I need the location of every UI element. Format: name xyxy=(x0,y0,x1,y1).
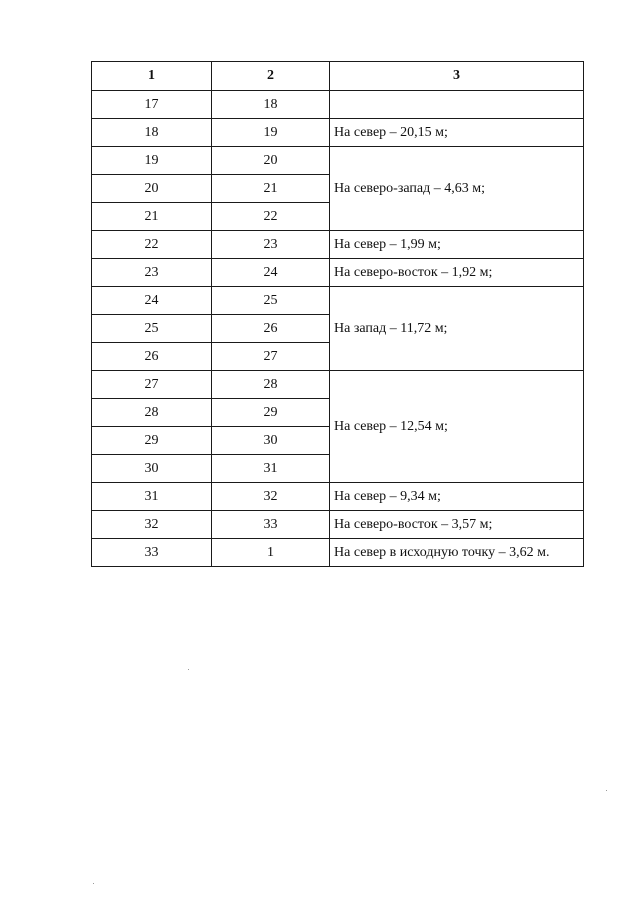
direction-distance-cell: На север – 12,54 м; xyxy=(330,371,584,483)
table-header-row xyxy=(92,62,584,91)
table-row xyxy=(92,231,584,259)
scan-speck xyxy=(188,669,189,670)
from-point-cell: 17 xyxy=(92,91,212,119)
direction-distance-cell: На север – 1,99 м; xyxy=(330,231,584,259)
column-header-1: 1 xyxy=(92,62,212,91)
table-body xyxy=(92,91,584,567)
from-point-cell: 27 xyxy=(92,371,212,399)
to-point-cell: 31 xyxy=(212,455,330,483)
from-point-cell: 23 xyxy=(92,259,212,287)
direction-distance-cell: На северо-восток – 1,92 м; xyxy=(330,259,584,287)
to-point-cell: 27 xyxy=(212,343,330,371)
table-row xyxy=(92,287,584,315)
to-point-cell: 1 xyxy=(212,539,330,567)
from-point-cell: 25 xyxy=(92,315,212,343)
from-point-cell: 19 xyxy=(92,147,212,175)
scan-speck xyxy=(93,883,94,884)
to-point-cell: 18 xyxy=(212,91,330,119)
table-row xyxy=(92,147,584,175)
table-row xyxy=(92,371,584,399)
to-point-cell: 22 xyxy=(212,203,330,231)
to-point-cell: 26 xyxy=(212,315,330,343)
from-point-cell: 30 xyxy=(92,455,212,483)
to-point-cell: 25 xyxy=(212,287,330,315)
direction-distance-cell: На северо-запад – 4,63 м; xyxy=(330,147,584,231)
direction-distance-cell xyxy=(330,91,584,119)
to-point-cell: 33 xyxy=(212,511,330,539)
column-header-2: 2 xyxy=(212,62,330,91)
to-point-cell: 28 xyxy=(212,371,330,399)
to-point-cell: 23 xyxy=(212,231,330,259)
table-row xyxy=(92,91,584,119)
to-point-cell: 21 xyxy=(212,175,330,203)
from-point-cell: 26 xyxy=(92,343,212,371)
to-point-cell: 30 xyxy=(212,427,330,455)
from-point-cell: 29 xyxy=(92,427,212,455)
direction-distance-cell: На северо-восток – 3,57 м; xyxy=(330,511,584,539)
from-point-cell: 18 xyxy=(92,119,212,147)
from-point-cell: 24 xyxy=(92,287,212,315)
boundary-points-table xyxy=(91,61,584,567)
direction-distance-cell: На север – 20,15 м; xyxy=(330,119,584,147)
to-point-cell: 32 xyxy=(212,483,330,511)
to-point-cell: 24 xyxy=(212,259,330,287)
to-point-cell: 29 xyxy=(212,399,330,427)
from-point-cell: 21 xyxy=(92,203,212,231)
column-header-3: 3 xyxy=(330,62,584,91)
table-row xyxy=(92,119,584,147)
table-row xyxy=(92,259,584,287)
from-point-cell: 22 xyxy=(92,231,212,259)
table-row xyxy=(92,539,584,567)
scan-speck xyxy=(606,790,607,791)
direction-distance-cell: На север – 9,34 м; xyxy=(330,483,584,511)
to-point-cell: 19 xyxy=(212,119,330,147)
from-point-cell: 20 xyxy=(92,175,212,203)
table-row xyxy=(92,511,584,539)
table-row xyxy=(92,483,584,511)
direction-distance-cell: На север в исходную точку – 3,62 м. xyxy=(330,539,584,567)
from-point-cell: 32 xyxy=(92,511,212,539)
from-point-cell: 31 xyxy=(92,483,212,511)
direction-distance-cell: На запад – 11,72 м; xyxy=(330,287,584,371)
to-point-cell: 20 xyxy=(212,147,330,175)
from-point-cell: 33 xyxy=(92,539,212,567)
from-point-cell: 28 xyxy=(92,399,212,427)
